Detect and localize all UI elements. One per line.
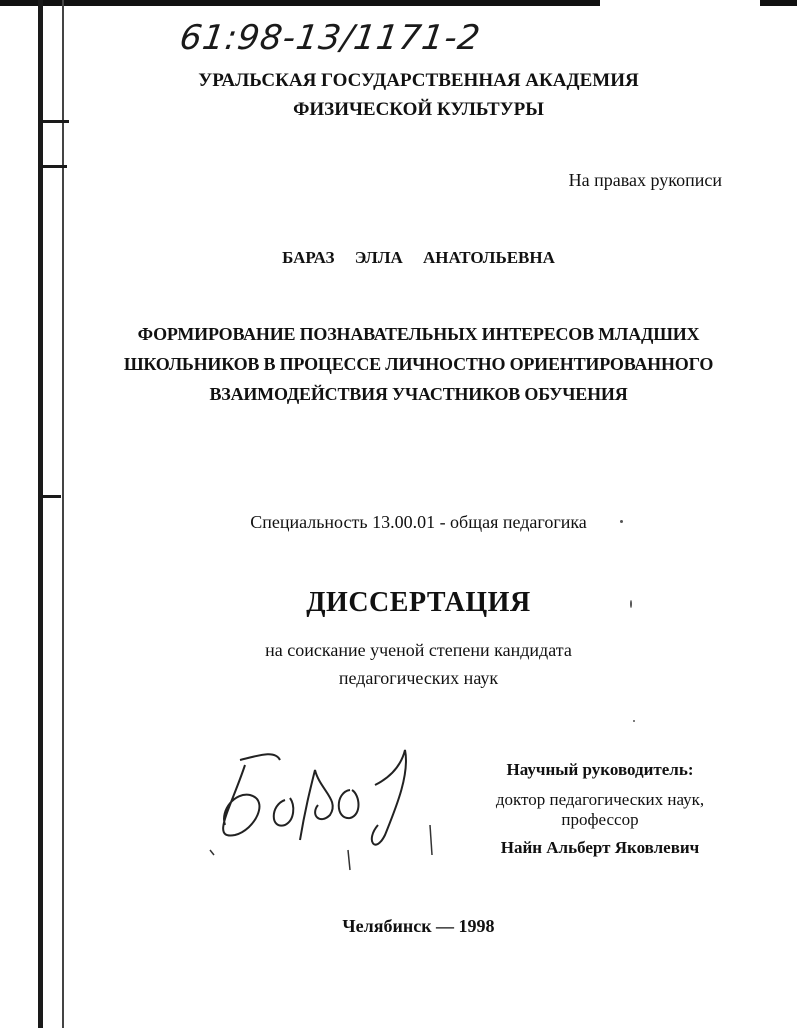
- author-signature: [200, 730, 440, 890]
- manuscript-rights-note: На правах рукописи: [568, 170, 722, 190]
- advisor-heading: Научный руководитель:: [506, 760, 694, 779]
- binding-mark: [43, 495, 61, 498]
- thesis-title-line1: ФОРМИРОВАНИЕ ПОЗНАВАТЕЛЬНЫХ ИНТЕРЕСОВ МЛАДШИХ: [137, 324, 700, 344]
- author-name: БАРАЗ ЭЛЛА АНАТОЛЬЕВНА: [282, 248, 555, 267]
- advisor-degree: доктор педагогических наук,: [495, 790, 705, 809]
- thesis-title-line2: ШКОЛЬНИКОВ В ПРОЦЕССЕ ЛИЧНОСТНО ОРИЕНТИРОВАННОГО: [123, 354, 714, 374]
- binding-mark: [43, 165, 67, 168]
- scan-speck: [633, 720, 635, 722]
- academy-name-line2: ФИЗИЧЕСКОЙ КУЛЬТУРЫ: [293, 99, 544, 120]
- scan-speck: [620, 520, 623, 523]
- degree-line1: на соискание ученой степени кандидата: [265, 640, 572, 660]
- scan-speck: [630, 600, 632, 608]
- thesis-title-line3: ВЗАИМОДЕЙСТВИЯ УЧАСТНИКОВ ОБУЧЕНИЯ: [209, 384, 628, 404]
- degree-line2: педагогических наук: [338, 668, 499, 688]
- advisor-title: профессор: [561, 810, 639, 829]
- catalog-number: 61:98-13/1171-2: [177, 18, 484, 58]
- document-type: ДИССЕРТАЦИЯ: [306, 587, 531, 618]
- academy-name-line1: УРАЛЬСКАЯ ГОСУДАРСТВЕННАЯ АКАДЕМИЯ: [198, 70, 639, 91]
- city-year: Челябинск — 1998: [342, 916, 495, 936]
- scan-top-edge-gap: [600, 0, 760, 6]
- specialty: Специальность 13.00.01 - общая педагогика: [250, 512, 587, 532]
- advisor-name: Найн Альберт Яковлевич: [500, 838, 700, 857]
- signature-drawing: [200, 730, 440, 890]
